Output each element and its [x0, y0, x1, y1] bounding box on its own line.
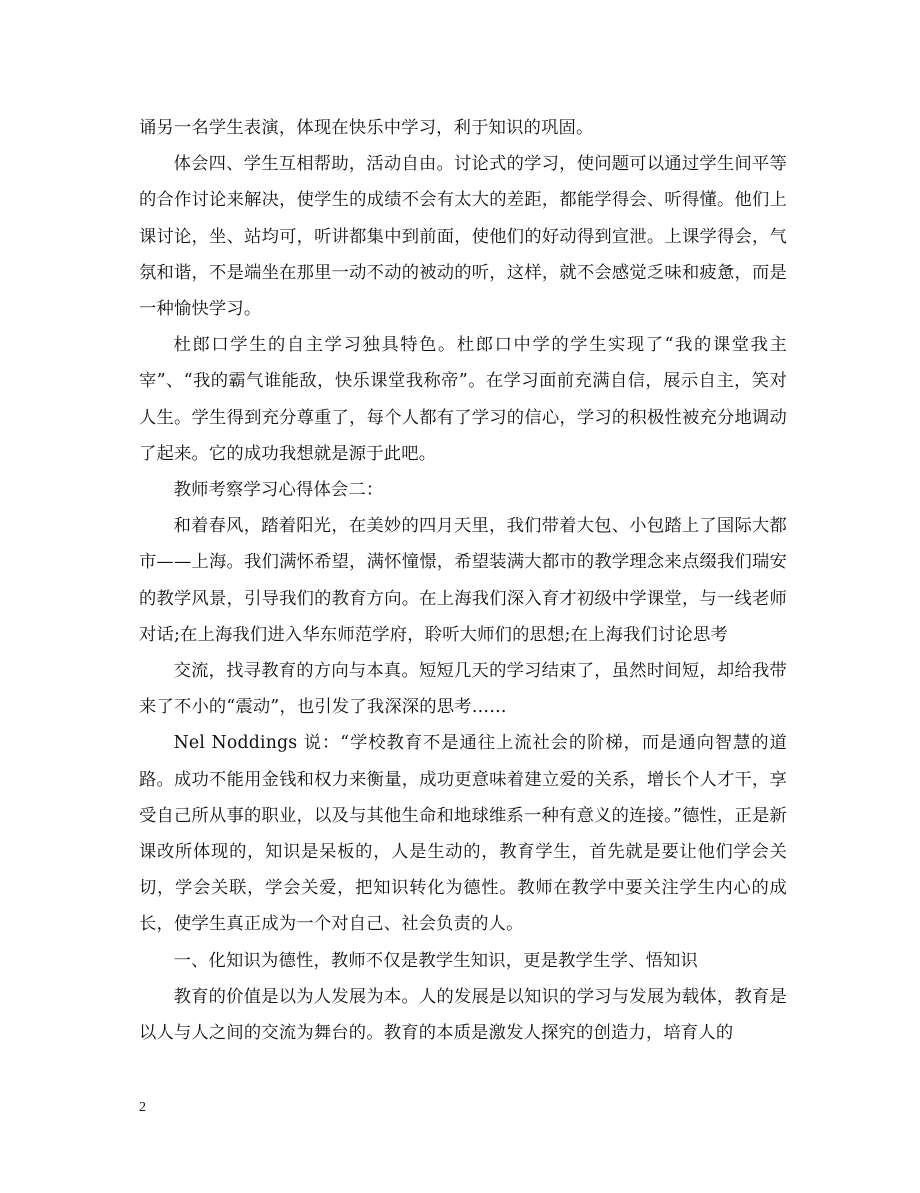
body-text	[139, 110, 787, 1051]
paragraph-5: 和着春风，踏着阳光，在美妙的四月天里，我们带着大包、小包踏上了国际大都市——上海。我们满怀希望，满怀憧憬，希望装满大都市的教学理念来点缀我们瑞安的教学风景，引导我们的教育方向。在上海我们深入育才初级中学课堂，与一线老师对话;在上海我们进入华东师范学府，聆听大师们的思想;在上海我们讨论思考	[139, 516, 787, 645]
subsection-heading: 一、化知识为德性，教师不仅是教学生知识，更是教学生学、悟知识	[173, 950, 699, 971]
paragraph-9: 教育的价值是以为人发展为本。人的发展是以知识的学习与发展为载体，教育是以人与人之间的交流为舞台的。教育的本质是激发人探究的创造力，培育人的	[139, 986, 787, 1044]
page-number: 2	[139, 1100, 146, 1115]
paragraph-2: 体会四、学生互相帮助，活动自由。讨论式的学习，使问题可以通过学生间平等的合作讨论来解决，使学生的成绩不会有太大的差距，都能学得会、听得懂。他们上课讨论，坐、站均可，听讲都集中到前面，使他们的好动得到宣泄。上课学得会，气氛和谐，不是端坐在那里一动不动的被动的听，这样，就不会感觉乏味和疲惫，而是一种愉快学习。	[139, 154, 787, 320]
paragraph-1: 诵另一名学生表演，体现在快乐中学习，利于知识的巩固。	[139, 118, 594, 138]
paragraph-7: Nel Noddings 说：“学校教育不是通往上流社会的阶梯，而是通向智慧的道路。成功不能用金钱和权力来衡量，成功更意味着建立爱的关系，增长个人才干，享受自己所从事的职业，以及与其他生命和地球维系一种有意义的连接。”德性，正是新课改所体现的，知识是呆板的，人是生动的，教育学生，首先就是要让他们学会关切，学会关联，学会关爱，把知识转化为德性。教师在教学中要关注学生内心的成长，使学生真正成为一个对自己、社会负责的人。	[139, 733, 787, 935]
section-heading: 教师考察学习心得体会二：	[173, 480, 384, 501]
paragraph-6: 交流，找寻教育的方向与本真。短短几天的学习结束了，虽然时间短，却给我带来了不小的“震动”，也引发了我深深的思考……	[139, 661, 787, 718]
paragraph-3: 杜郎口学生的自主学习独具特色。杜郎口中学的学生实现了“我的课堂我主宰”、“我的霸气谁能敌，快乐课堂我称帝”。在学习面前充满自信，展示自主，笑对人生。学生得到充分尊重了，每个人都有了学习的信心，学习的积极性被充分地调动了起来。它的成功我想就是源于此吧。	[139, 335, 787, 464]
